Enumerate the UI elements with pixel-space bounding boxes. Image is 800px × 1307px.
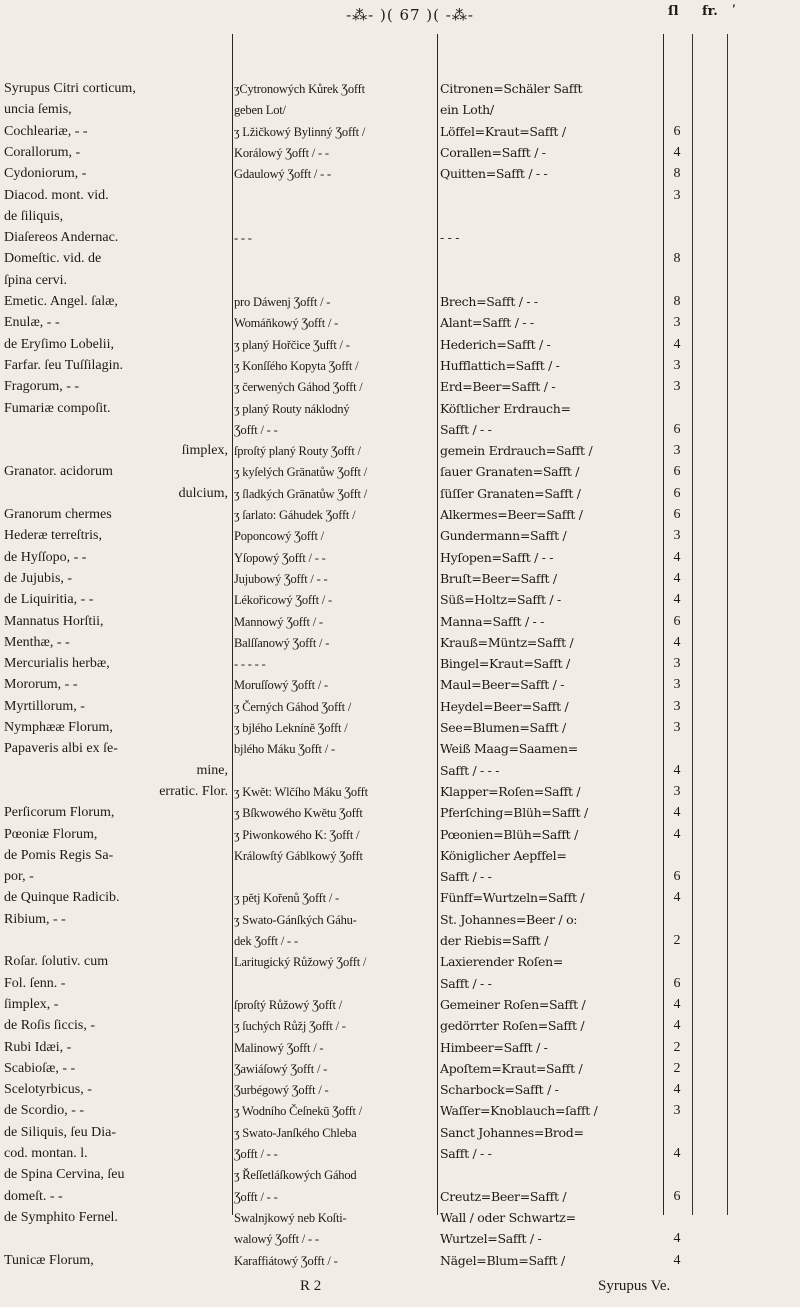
table-row [0, 996, 800, 1016]
latin-name: Cydoniorum, - [4, 166, 87, 182]
table-row [0, 442, 800, 462]
german-name: Creutz=Beer=Safft / [440, 1188, 567, 1204]
czech-name: ʒ Lžičkowý Bylinný Ʒofft / [234, 124, 366, 139]
table-row [0, 868, 800, 888]
table-row [0, 463, 800, 483]
table-row [0, 975, 800, 995]
latin-name: de Roſis ſiccis, - [4, 1018, 95, 1034]
german-name: Bingel=Kraut=Safft / [440, 656, 570, 672]
table-row [0, 634, 800, 654]
amount-value: 3 [673, 379, 681, 395]
amount-value: 4 [673, 592, 681, 608]
german-name: Scharbock=Safft / - [440, 1082, 559, 1098]
amount-value: 3 [673, 315, 681, 331]
latin-name: Perſicorum Florum, [4, 805, 115, 821]
latin-name: Corallorum, - [4, 144, 81, 160]
table-row [0, 804, 800, 824]
amount-value: 3 [673, 187, 681, 203]
czech-name: geben Lot/ [234, 103, 286, 118]
czech-name: Moruſſowý Ʒofft / - [234, 678, 329, 693]
latin-name: Pœoniæ Florum, [4, 826, 98, 842]
czech-name: Ʒofft / - - [234, 1147, 278, 1161]
german-name: ein Loth/ [440, 102, 494, 118]
amount-value: 4 [673, 1252, 681, 1268]
amount-value: 2 [673, 933, 681, 948]
german-name: Laxierender Roſen= [440, 954, 564, 970]
czech-name: Ʒofft / - - [234, 1189, 278, 1204]
amount-value: 3 [673, 443, 681, 459]
latin-name: Cochleariæ, - - [4, 123, 88, 139]
czech-name: bjlého Máku Ʒofft / - [234, 742, 335, 757]
latin-name: de Siliquis, ſeu Dia- [4, 1124, 116, 1140]
table-row [0, 101, 800, 121]
german-name: Nägel=Blum=Safft / [440, 1252, 565, 1268]
table-row [0, 932, 800, 952]
german-name: Safft / - - [440, 869, 492, 885]
amount-value: 6 [673, 613, 681, 629]
latin-name: erratic. Flor. [159, 783, 228, 799]
latin-name: de Jujubis, - [4, 570, 73, 586]
table-row [0, 719, 800, 739]
latin-name: de Symphito Fernel. [4, 1209, 118, 1225]
table-row [0, 676, 800, 696]
czech-name: walowý Ʒofft / - - [234, 1232, 319, 1247]
amount-value: 4 [673, 1018, 681, 1034]
german-name: Quitten=Safft / - - [440, 166, 548, 182]
amount-value: 8 [673, 251, 681, 267]
latin-name: Mannatus Horſtii, [4, 613, 104, 629]
czech-name: dek Ʒofft / - - [234, 934, 298, 948]
czech-name: - - - [234, 231, 252, 246]
latin-name: uncia ſemis, [4, 102, 72, 118]
latin-name: Hederæ terreſtris, [4, 528, 102, 544]
latin-name: por, - [4, 869, 34, 885]
amount-value: 6 [673, 485, 681, 501]
german-name: Wurtzel=Safft / - [440, 1231, 542, 1247]
amount-value: 8 [673, 166, 681, 182]
czech-name: Lékořicowý Ʒofft / - [234, 593, 332, 608]
table-row [0, 527, 800, 547]
table-row [0, 314, 800, 334]
table-row [0, 783, 800, 803]
german-name: Alkermes=Beer=Safft / [440, 507, 583, 522]
table-row [0, 613, 800, 633]
signature-mark: R 2 [300, 1278, 322, 1294]
page-header: -⁂- )( 67 )( -⁂- [346, 6, 474, 24]
amount-value: 3 [673, 720, 681, 735]
czech-name: ſproſtý Růžowý Ʒofft / [234, 997, 343, 1012]
table-row [0, 1252, 800, 1272]
amount-value: 4 [673, 890, 681, 906]
czech-name: ʒ čerwených Gáhod Ʒofft / [234, 380, 363, 395]
latin-name: de Hyſſopo, - - [4, 549, 87, 565]
table-row [0, 378, 800, 398]
table-row [0, 1102, 800, 1122]
czech-name: ʒ Wodního Čeſnekū Ʒofft / [234, 1104, 363, 1119]
latin-name: Enulæ, - - [4, 315, 60, 331]
amount-value: 4 [673, 762, 681, 778]
german-name: Pœonien=Blüh=Safft / [440, 826, 578, 842]
latin-name: Granorum chermes [4, 507, 112, 522]
amount-value: 4 [673, 1082, 681, 1098]
amount-value: 8 [673, 294, 681, 309]
amount-value: 4 [673, 1146, 681, 1161]
german-name: ſauer Granaten=Safft / [440, 464, 580, 480]
amount-value: 6 [673, 869, 681, 885]
amount-value: 3 [673, 357, 681, 373]
table-row [0, 826, 800, 846]
latin-name: Papaveris albi ex ſe- [4, 741, 118, 757]
german-name: - - - [440, 230, 460, 246]
column-head-ſl: ſl [668, 4, 679, 19]
czech-name: ʒ kyſelých Grānatůw Ʒofft / [234, 465, 368, 480]
amount-value: 3 [673, 783, 681, 799]
table-row [0, 208, 800, 228]
amount-value: 6 [673, 507, 681, 522]
amount-value: 3 [673, 1103, 681, 1119]
czech-name: Yſopowý Ʒofft / - - [234, 550, 326, 565]
amount-value: 2 [673, 1060, 681, 1076]
german-name: Löffel=Kraut=Safft / [440, 123, 566, 139]
table-row [0, 591, 800, 611]
german-name: Gemeiner Roſen=Safft / [440, 996, 586, 1012]
latin-name: Farfar. ſeu Tuſſilagin. [4, 357, 123, 373]
german-name: gemein Erdrauch=Safft / [440, 443, 593, 459]
latin-name: Diaſereos Andernac. [4, 230, 119, 246]
latin-name: Emetic. Angel. ſalæ, [4, 294, 118, 309]
german-name: See=Blumen=Safft / [440, 720, 566, 735]
latin-name: Scabioſæ, - - [4, 1060, 76, 1076]
latin-name: Roſar. ſolutiv. cum [4, 954, 109, 970]
amount-value: 4 [673, 570, 681, 586]
table-row [0, 1188, 800, 1208]
table-row [0, 762, 800, 782]
czech-name: - - - - - [234, 657, 266, 672]
latin-name: domeſt. - - [4, 1188, 63, 1204]
table-row [0, 1209, 800, 1229]
czech-name: ʒ Bſkwowého Kwětu Ʒofft [234, 806, 363, 821]
latin-name: de Spina Cervina, ſeu [4, 1167, 125, 1183]
amount-value: 4 [673, 826, 681, 842]
amount-value: 6 [673, 975, 681, 991]
czech-name: pro Dáwenj Ʒofft / - [234, 295, 331, 309]
german-name: Himbeer=Safft / - [440, 1039, 548, 1055]
latin-name: Syrupus Citri corticum, [4, 81, 136, 96]
german-name: St. Johannes=Beer / o: [440, 911, 578, 927]
latin-name: Menthæ, - - [4, 634, 70, 650]
czech-name: Ʒofft / - - [234, 422, 278, 437]
table-row [0, 144, 800, 164]
amount-value: 3 [673, 698, 681, 714]
czech-name: Karaffiátowý Ʒofft / - [234, 1253, 338, 1268]
table-row [0, 655, 800, 675]
czech-name: Ʒurbégowý Ʒofft / - [234, 1083, 329, 1098]
latin-name: ſpina cervi. [4, 272, 67, 288]
amount-value: 4 [673, 144, 681, 160]
czech-name: ʒ ſuchých Růžj Ʒofft / - [234, 1019, 346, 1034]
german-name: der Riebis=Safft / [440, 933, 549, 948]
table-row [0, 1124, 800, 1144]
czech-name: Mannowý Ʒofft / - [234, 614, 323, 629]
czech-name: Jujubowý Ʒofft / - - [234, 571, 328, 586]
table-row [0, 421, 800, 441]
amount-value: 4 [673, 996, 681, 1012]
latin-name: cod. montan. l. [4, 1146, 88, 1161]
german-name: Safft / - - [440, 975, 492, 991]
czech-name: ʒ Swato-Gánſkých Gáhu- [234, 912, 357, 927]
german-name: Safft / - - - [440, 762, 500, 778]
table-row [0, 911, 800, 931]
latin-name: de Liquiritia, - - [4, 592, 94, 608]
german-name: Köſtlicher Erdrauch= [440, 400, 571, 416]
german-name: Hyſopen=Safft / - - [440, 549, 554, 565]
table-row [0, 1060, 800, 1080]
latin-name: mine, [196, 762, 228, 778]
german-name: Bruſt=Beer=Safft / [440, 570, 557, 586]
table-row [0, 740, 800, 760]
latin-name: Rubi Idæi, - [4, 1039, 72, 1055]
latin-name: ſimplex, [181, 443, 228, 459]
german-name: Corallen=Safft / - [440, 144, 546, 160]
latin-name: Mercurialis herbæ, [4, 656, 110, 672]
german-name: Fünff=Wurtzeln=Safft / [440, 890, 585, 906]
latin-name: Tunicæ Florum, [4, 1252, 94, 1268]
czech-name: ſproſtý planý Routy Ʒofft / [234, 444, 361, 459]
czech-name: Ʒawiáſowý Ʒofft / - [234, 1061, 328, 1076]
latin-name: Fol. ſenn. - [4, 975, 66, 991]
column-head-kr: ʹ [732, 4, 736, 19]
table-row [0, 1166, 800, 1186]
latin-name: Mororum, - - [4, 677, 78, 693]
czech-name: Womáňkowý Ʒofft / - [234, 316, 339, 331]
german-name: Weiß Maag=Saamen= [440, 741, 578, 757]
czech-name: ʒ Kwět: Wlčího Máku Ʒofft [234, 784, 368, 799]
german-name: Maul=Beer=Safft / - [440, 677, 565, 693]
czech-name: ʒ ſladkých Grānatůw Ʒofft / [234, 486, 368, 501]
table-row [0, 485, 800, 505]
table-row [0, 889, 800, 909]
table-row [0, 187, 800, 207]
latin-name: de Scordio, - - [4, 1103, 85, 1119]
czech-name: ʒ Piwonkowého K: Ʒofft / [234, 827, 360, 842]
czech-name: ʒ planý Routy náklodný [234, 401, 350, 416]
latin-name: dulcium, [178, 485, 228, 501]
table-row [0, 698, 800, 718]
german-name: Waſſer=Knoblauch=ſafft / [440, 1103, 598, 1119]
table-row [0, 549, 800, 569]
amount-value: 4 [673, 805, 681, 821]
amount-value: 4 [673, 336, 681, 352]
czech-name: Balſſanowý Ʒofft / - [234, 635, 330, 650]
german-name: Süß=Holtz=Safft / - [440, 592, 561, 608]
german-name: Safft / - - [440, 421, 492, 437]
czech-name: Králowſtý Gáblkowý Ʒofft [234, 848, 363, 863]
latin-name: de ſiliquis, [4, 208, 64, 224]
czech-name: ʒ Řeſſetláſkowých Gáhod [234, 1168, 357, 1183]
page-footer [0, 1278, 800, 1302]
amount-value: 3 [673, 656, 681, 672]
table-row [0, 1081, 800, 1101]
table-row [0, 357, 800, 377]
german-name: Pferſching=Blüh=Safft / [440, 805, 588, 821]
table-row [0, 953, 800, 973]
german-name: Wall / oder Schwartz= [440, 1209, 576, 1225]
german-name: Gundermann=Safft / [440, 528, 567, 544]
czech-name: ʒ Swato-Janſkého Chleba [234, 1125, 357, 1140]
german-name: Krauß=Müntz=Safft / [440, 634, 574, 650]
latin-name: ſimplex, - [4, 996, 59, 1012]
catchword: Syrupus Ve. [598, 1278, 671, 1294]
czech-name: ʒ bjlého Lekníně Ʒofft / [234, 721, 348, 735]
czech-name: Poponcowý Ʒofft / [234, 529, 324, 544]
czech-name: Malinowý Ʒofft / - [234, 1040, 324, 1055]
czech-name: ʒ Černých Gáhod Ʒofft / [234, 699, 352, 714]
table-row [0, 293, 800, 313]
table-row [0, 123, 800, 143]
amount-value: 3 [673, 677, 681, 693]
column-head-fr: fr. [702, 4, 718, 19]
table-row [0, 272, 800, 292]
amount-value: 6 [673, 464, 681, 480]
german-name: Brech=Safft / - - [440, 294, 538, 309]
czech-name: Korálowý Ʒofft / - - [234, 145, 329, 160]
table-row [0, 336, 800, 356]
czech-name: Gdaulowý Ʒofft / - - [234, 167, 331, 182]
table-row [0, 80, 800, 100]
amount-value: 6 [673, 1188, 681, 1204]
german-name: Königlicher Aepffel= [440, 847, 567, 863]
latin-name: de Quinque Radicib. [4, 890, 120, 906]
amount-value: 3 [673, 528, 681, 544]
latin-name: de Pomis Regis Sa- [4, 847, 114, 863]
latin-name: Domeſtic. vid. de [4, 251, 102, 267]
table-row [0, 1230, 800, 1250]
table-row [0, 400, 800, 420]
table-row [0, 1039, 800, 1059]
german-name: Hufflattich=Safft / - [440, 357, 560, 373]
german-name: Sanct Johannes=Brod= [440, 1124, 584, 1140]
latin-name: Fumariæ compoſit. [4, 400, 111, 416]
czech-name: Laritugický Růžowý Ʒofft / [234, 955, 367, 970]
latin-name: Granator. acidorum [4, 464, 113, 480]
table-row [0, 165, 800, 185]
czech-name: Swalnjkowý neb Koſti- [234, 1210, 347, 1225]
german-name: Safft / - - [440, 1146, 492, 1161]
table-row [0, 570, 800, 590]
latin-name: Ribium, - - [4, 911, 66, 927]
czech-name: ʒ pětj Kořenů Ʒofft / - [234, 891, 340, 906]
amount-value: 2 [673, 1039, 681, 1055]
latin-name: de Eryſimo Lobelii, [4, 336, 115, 352]
amount-value: 6 [673, 123, 681, 139]
czech-name: ʒ ſarlato: Gáhudek Ʒofft / [234, 508, 356, 522]
latin-name: Diacod. mont. vid. [4, 187, 109, 203]
amount-value: 6 [673, 421, 681, 437]
latin-name: Scelotyrbicus, - [4, 1082, 92, 1098]
german-name: Alant=Safft / - - [440, 315, 534, 331]
latin-name: Fragorum, - - [4, 379, 80, 395]
latin-name: Nymphææ Florum, [4, 720, 113, 735]
table-row [0, 250, 800, 270]
latin-name: Myrtillorum, - [4, 698, 85, 714]
german-name: ſüſſer Granaten=Safft / [440, 485, 581, 501]
table-row [0, 229, 800, 249]
table-row [0, 506, 800, 526]
german-name: Citronen=Schäler Safft [440, 81, 583, 96]
czech-name: ʒ Konſſého Kopyta Ʒofft / [234, 358, 359, 373]
german-name: Hederich=Safft / - [440, 336, 551, 352]
german-name: Apoſtem=Kraut=Safft / [440, 1060, 583, 1076]
amount-value: 4 [673, 549, 681, 565]
table-row [0, 1145, 800, 1165]
german-name: Erd=Beer=Safft / - [440, 379, 556, 395]
german-name: Klapper=Roſen=Safft / [440, 783, 581, 799]
amount-value: 4 [673, 634, 681, 650]
german-name: Heydel=Beer=Safft / [440, 698, 569, 714]
german-name: gedörrter Roſen=Safft / [440, 1018, 585, 1034]
amount-value: 4 [673, 1231, 681, 1247]
czech-name: ʒ planý Hořčice Ʒufft / - [234, 337, 350, 352]
czech-name: ʒCytronowých Kůrek Ʒofft [234, 82, 365, 96]
table-row [0, 847, 800, 867]
table-row [0, 1017, 800, 1037]
german-name: Manna=Safft / - - [440, 613, 545, 629]
